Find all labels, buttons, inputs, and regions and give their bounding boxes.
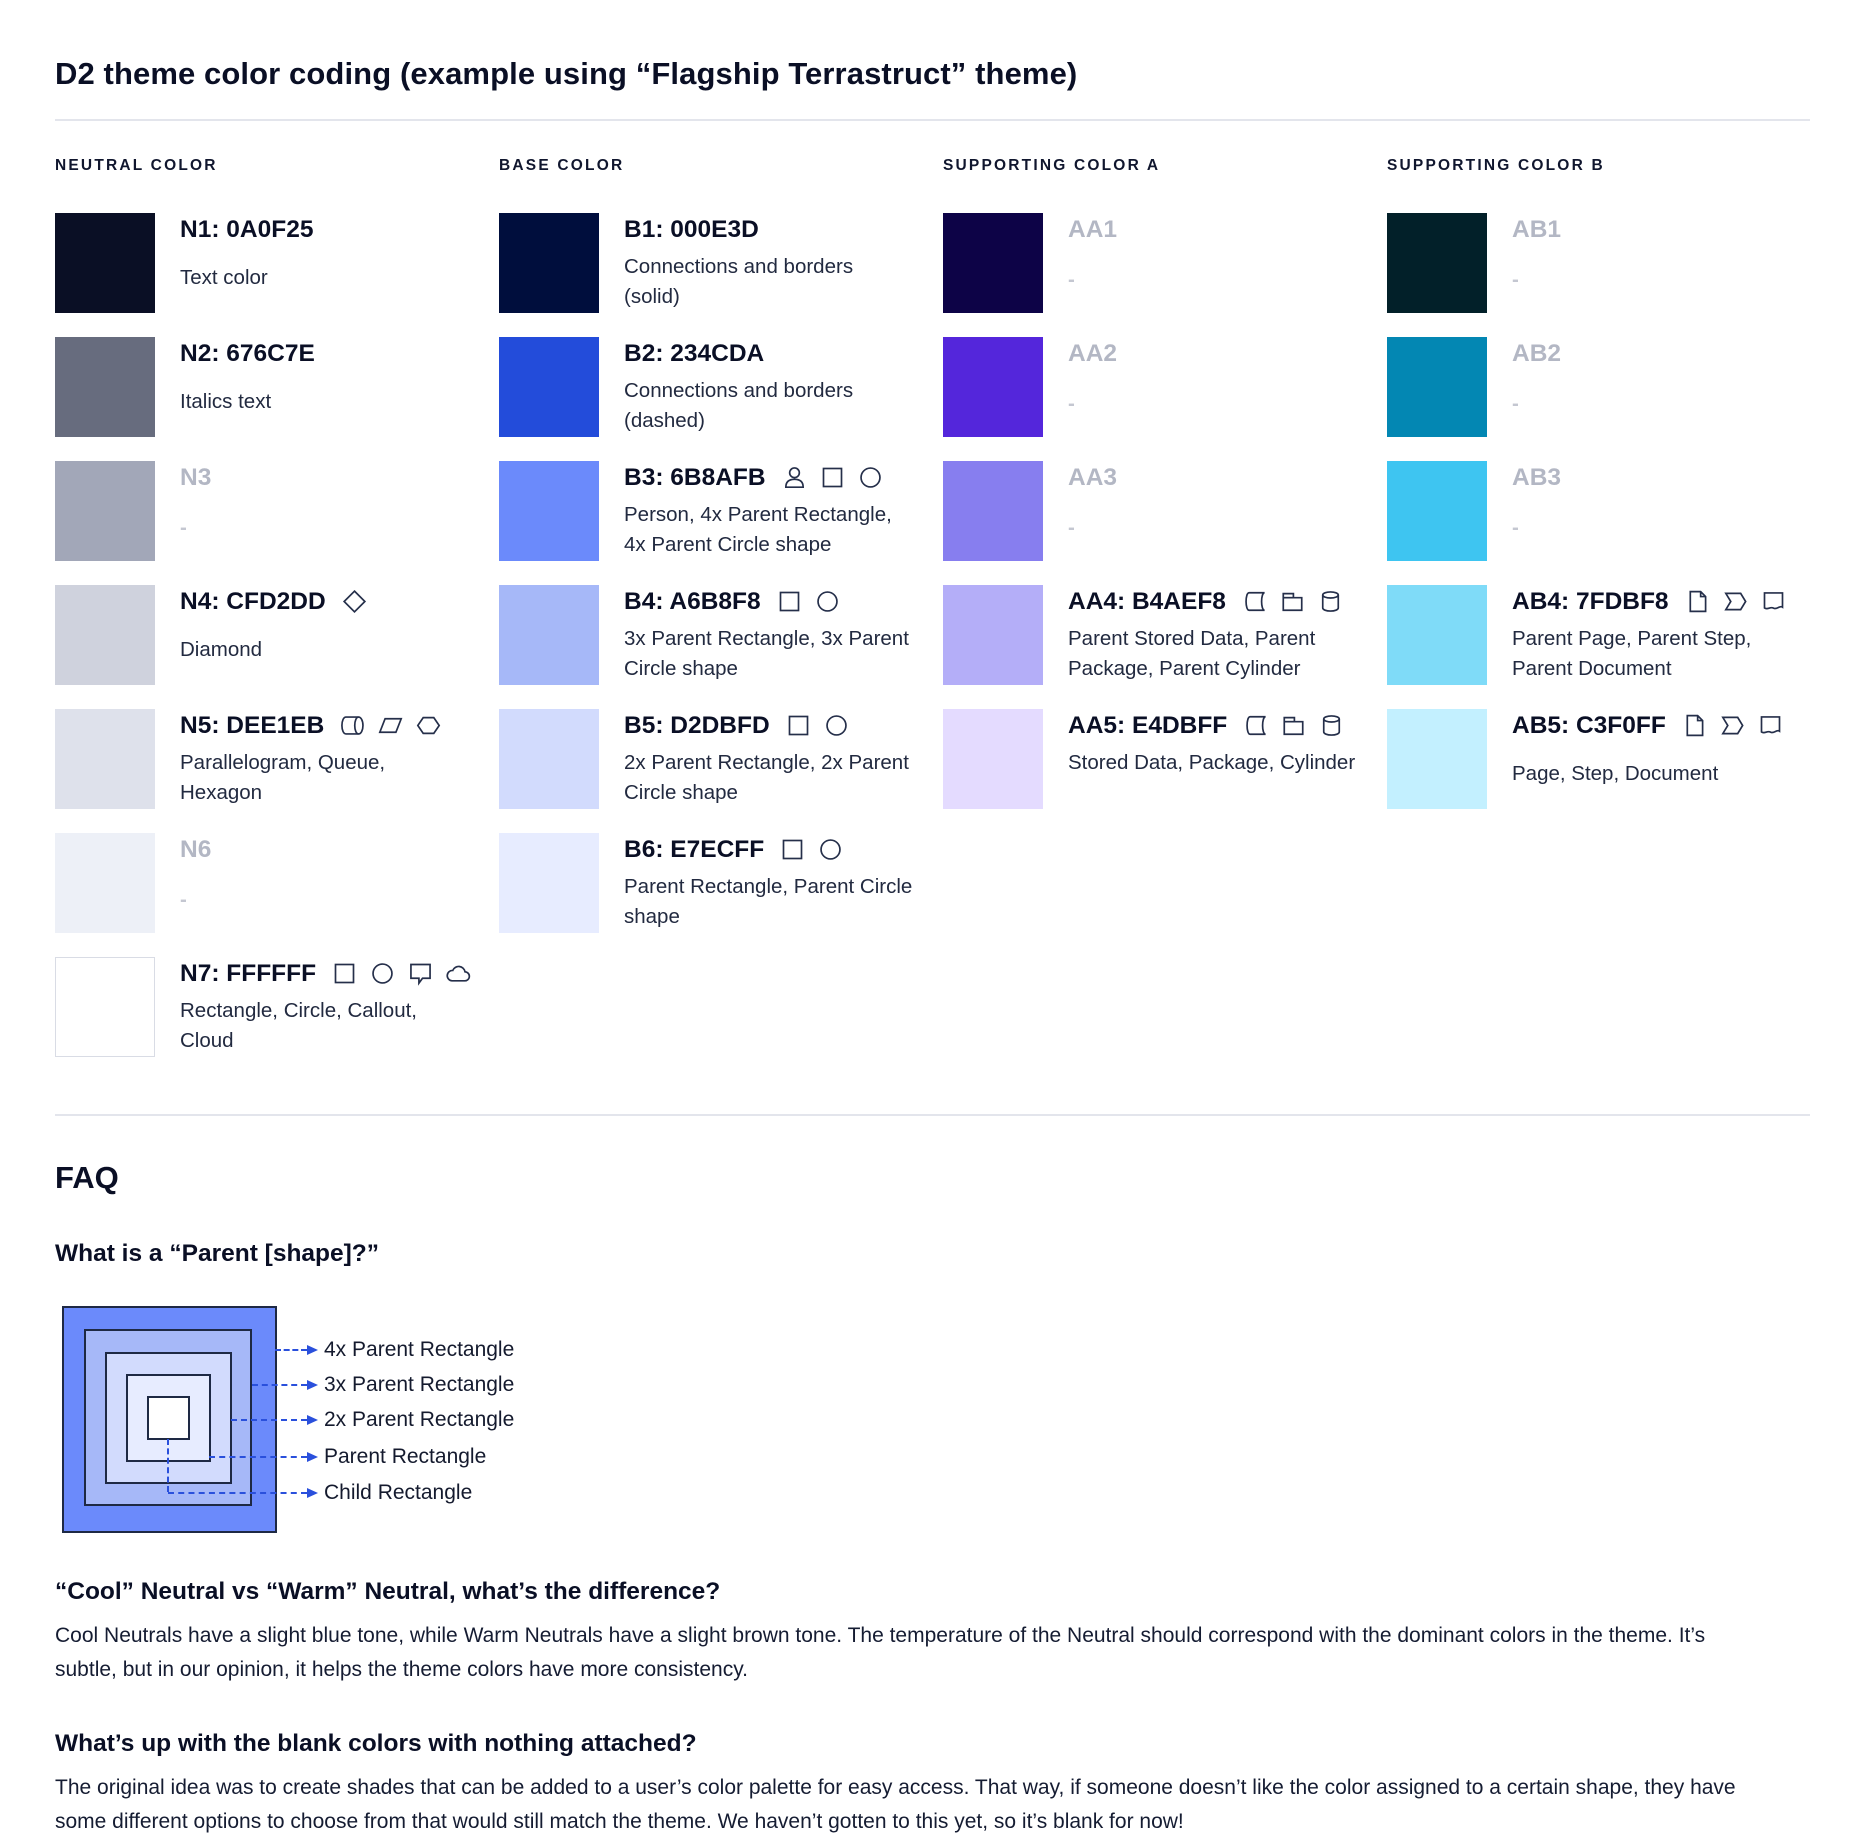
color-row-b5 xyxy=(499,709,914,809)
person-icon xyxy=(781,464,808,491)
cloud-icon xyxy=(445,960,472,987)
diagram-dashed-line xyxy=(167,1439,169,1492)
color-swatch xyxy=(1387,337,1487,437)
color-name: AB1 xyxy=(1512,215,1562,243)
color-name: AB2 xyxy=(1512,339,1562,367)
color-description: Parent Rectangle, Parent Circle shape xyxy=(624,875,913,928)
rectangle-icon xyxy=(331,960,358,987)
color-description: Rectangle, Circle, Callout, Cloud xyxy=(180,999,417,1052)
color-row-b2 xyxy=(499,337,914,437)
arrow-right-icon xyxy=(307,1488,318,1498)
color-row-b4 xyxy=(499,585,914,685)
color-name: B1: 000E3D xyxy=(624,215,759,243)
callout-icon xyxy=(407,960,434,987)
color-name: B5: D2DBFD xyxy=(624,711,770,739)
page-title: D2 theme color coding (example using “Flagship Terrastruct” theme) xyxy=(55,56,1078,91)
diagram-label: 2x Parent Rectangle xyxy=(324,1408,515,1431)
diagram-label: Parent Rectangle xyxy=(324,1445,487,1468)
stored-data-icon xyxy=(1241,588,1268,615)
rectangle-icon xyxy=(779,836,806,863)
color-name: B6: E7ECFF xyxy=(624,835,765,863)
circle-icon xyxy=(817,836,844,863)
circle-icon xyxy=(857,464,884,491)
color-swatch xyxy=(943,461,1043,561)
color-row-n2 xyxy=(55,337,470,437)
color-name: AA5: E4DBFF xyxy=(1068,711,1228,739)
package-icon xyxy=(1280,712,1307,739)
color-description: - xyxy=(1512,516,1519,539)
column-header: NEUTRAL COLOR xyxy=(55,157,218,174)
faq-answer-cool-vs-warm: Cool Neutrals have a slight blue tone, while Warm Neutrals have a slight brown tone. The temperature of the Neutral should correspond with the dominant colors in the theme. It’s subtle, but in our opinion, it helps the theme colors have more consistency. xyxy=(55,1624,1706,1681)
document-icon xyxy=(1757,712,1784,739)
color-name: B4: A6B8F8 xyxy=(624,587,761,615)
color-swatch xyxy=(55,957,155,1057)
color-description: 3x Parent Rectangle, 3x Parent Circle shape xyxy=(624,627,909,680)
divider xyxy=(55,1114,1810,1116)
hexagon-icon xyxy=(415,712,442,739)
color-palette xyxy=(55,157,1810,1081)
color-swatch xyxy=(55,709,155,809)
color-description: Parent Stored Data, Parent Package, Parent Cylinder xyxy=(1068,627,1316,680)
color-description: Person, 4x Parent Rectangle, 4x Parent Circle shape xyxy=(624,503,892,556)
step-icon xyxy=(1722,588,1749,615)
color-row-ab5 xyxy=(1387,709,1802,809)
color-row-ab3 xyxy=(1387,461,1802,561)
color-swatch xyxy=(1387,461,1487,561)
diagram-dashed-line xyxy=(209,1456,307,1458)
color-row-aa3 xyxy=(943,461,1358,561)
cylinder-icon xyxy=(1317,588,1344,615)
document-icon xyxy=(1760,588,1787,615)
color-description: - xyxy=(180,888,187,911)
step-icon xyxy=(1719,712,1746,739)
color-name: AB3 xyxy=(1512,463,1562,491)
arrow-right-icon xyxy=(307,1415,318,1425)
color-description: Connections and borders (dashed) xyxy=(624,379,854,432)
color-description: - xyxy=(180,516,187,539)
color-swatch xyxy=(1387,585,1487,685)
color-name: N4: CFD2DD xyxy=(180,587,326,615)
diagram-label: 4x Parent Rectangle xyxy=(324,1338,515,1361)
color-name: N7: FFFFFF xyxy=(180,959,317,987)
arrow-right-icon xyxy=(307,1345,318,1355)
column-header: BASE COLOR xyxy=(499,157,625,174)
color-swatch xyxy=(943,585,1043,685)
circle-icon xyxy=(823,712,850,739)
color-row-aa2 xyxy=(943,337,1358,437)
palette-column-supporting-a xyxy=(943,157,1358,1081)
diagram-dashed-line xyxy=(252,1384,307,1386)
color-row-b3 xyxy=(499,461,914,561)
color-row-ab1 xyxy=(1387,213,1802,313)
color-description: - xyxy=(1068,392,1075,415)
color-row-n1 xyxy=(55,213,470,313)
parallelogram-icon xyxy=(377,712,404,739)
diagram-dashed-line xyxy=(168,1492,307,1494)
diamond-icon xyxy=(341,588,368,615)
rectangle-icon xyxy=(776,588,803,615)
color-name: N5: DEE1EB xyxy=(180,711,325,739)
color-row-n4 xyxy=(55,585,470,685)
color-name: AA3 xyxy=(1068,463,1118,491)
faq-question-cool-vs-warm: “Cool” Neutral vs “Warm” Neutral, what’s the difference? xyxy=(55,1578,721,1605)
circle-icon xyxy=(814,588,841,615)
faq-answer-blank-colors: The original idea was to create shades that can be added to a user’s color palette for easy access. That way, if someone doesn’t like the color assigned to a certain shape, they have some different options to choose from that would still match the theme. We haven’t gotten to this yet, so it’s blank for now! xyxy=(55,1776,1736,1833)
color-name: AA1 xyxy=(1068,215,1118,243)
color-name: N3 xyxy=(180,463,212,491)
color-row-aa4 xyxy=(943,585,1358,685)
diagram-label: Child Rectangle xyxy=(324,1481,473,1504)
color-description: - xyxy=(1068,268,1075,291)
faq-question-parent-shape: What is a “Parent [shape]?” xyxy=(55,1240,380,1267)
color-description: - xyxy=(1512,268,1519,291)
color-swatch xyxy=(499,585,599,685)
color-swatch xyxy=(499,337,599,437)
color-description: Parallelogram, Queue, Hexagon xyxy=(180,751,386,804)
palette-column-neutral xyxy=(55,157,470,1081)
color-description: Parent Page, Parent Step, Parent Document xyxy=(1512,627,1752,680)
arrow-right-icon xyxy=(307,1452,318,1462)
rectangle-icon xyxy=(819,464,846,491)
color-name: AB4: 7FDBF8 xyxy=(1512,587,1669,615)
queue-icon xyxy=(339,712,366,739)
divider xyxy=(55,119,1810,121)
arrow-right-icon xyxy=(307,1380,318,1390)
color-row-ab4 xyxy=(1387,585,1802,685)
color-swatch xyxy=(55,585,155,685)
color-swatch xyxy=(55,213,155,313)
color-row-aa1 xyxy=(943,213,1358,313)
color-swatch xyxy=(499,213,599,313)
faq-heading: FAQ xyxy=(55,1160,119,1195)
color-name: N6 xyxy=(180,835,212,863)
color-name: N1: 0A0F25 xyxy=(180,215,314,243)
color-description: Text color xyxy=(180,266,268,289)
color-description: 2x Parent Rectangle, 2x Parent Circle shape xyxy=(624,751,909,804)
color-description: Italics text xyxy=(180,390,272,413)
stored-data-icon xyxy=(1242,712,1269,739)
page-icon xyxy=(1684,588,1711,615)
diagram-dashed-line xyxy=(275,1349,307,1351)
faq-section xyxy=(55,1160,1810,1838)
package-icon xyxy=(1279,588,1306,615)
color-row-aa5 xyxy=(943,709,1358,809)
color-name: AA2 xyxy=(1068,339,1118,367)
color-swatch xyxy=(943,709,1043,809)
color-description: - xyxy=(1512,392,1519,415)
rectangle-icon xyxy=(785,712,812,739)
color-row-n7 xyxy=(55,957,470,1057)
color-swatch xyxy=(943,337,1043,437)
color-swatch xyxy=(55,833,155,933)
color-name: AB5: C3F0FF xyxy=(1512,711,1666,739)
color-description: - xyxy=(1068,516,1075,539)
color-description: Page, Step, Document xyxy=(1512,762,1719,785)
faq-question-blank-colors: What’s up with the blank colors with nothing attached? xyxy=(55,1730,697,1757)
palette-column-base xyxy=(499,157,914,1081)
diagram-label: 3x Parent Rectangle xyxy=(324,1373,515,1396)
color-swatch xyxy=(1387,213,1487,313)
parent-shape-diagram xyxy=(62,1306,962,1534)
color-row-b1 xyxy=(499,213,914,313)
color-name: B2: 234CDA xyxy=(624,339,765,367)
color-swatch xyxy=(499,709,599,809)
color-row-n3 xyxy=(55,461,470,561)
color-row-b6 xyxy=(499,833,914,933)
color-row-n6 xyxy=(55,833,470,933)
diagram-square-child xyxy=(147,1396,190,1440)
color-swatch xyxy=(55,337,155,437)
circle-icon xyxy=(369,960,396,987)
column-header: SUPPORTING COLOR A xyxy=(943,157,1161,174)
color-description: Connections and borders (solid) xyxy=(624,255,854,308)
color-swatch xyxy=(55,461,155,561)
color-row-ab2 xyxy=(1387,337,1802,437)
diagram-dashed-line xyxy=(231,1419,307,1421)
palette-column-supporting-b xyxy=(1387,157,1802,1081)
color-row-n5 xyxy=(55,709,470,809)
color-swatch xyxy=(499,461,599,561)
color-name: B3: 6B8AFB xyxy=(624,463,766,491)
color-swatch xyxy=(499,833,599,933)
color-description: Stored Data, Package, Cylinder xyxy=(1068,751,1356,774)
color-description: Diamond xyxy=(180,638,263,661)
column-header: SUPPORTING COLOR B xyxy=(1387,157,1605,174)
color-name: N2: 676C7E xyxy=(180,339,315,367)
page-icon xyxy=(1681,712,1708,739)
cylinder-icon xyxy=(1318,712,1345,739)
color-name: AA4: B4AEF8 xyxy=(1068,587,1226,615)
color-swatch xyxy=(1387,709,1487,809)
color-swatch xyxy=(943,213,1043,313)
